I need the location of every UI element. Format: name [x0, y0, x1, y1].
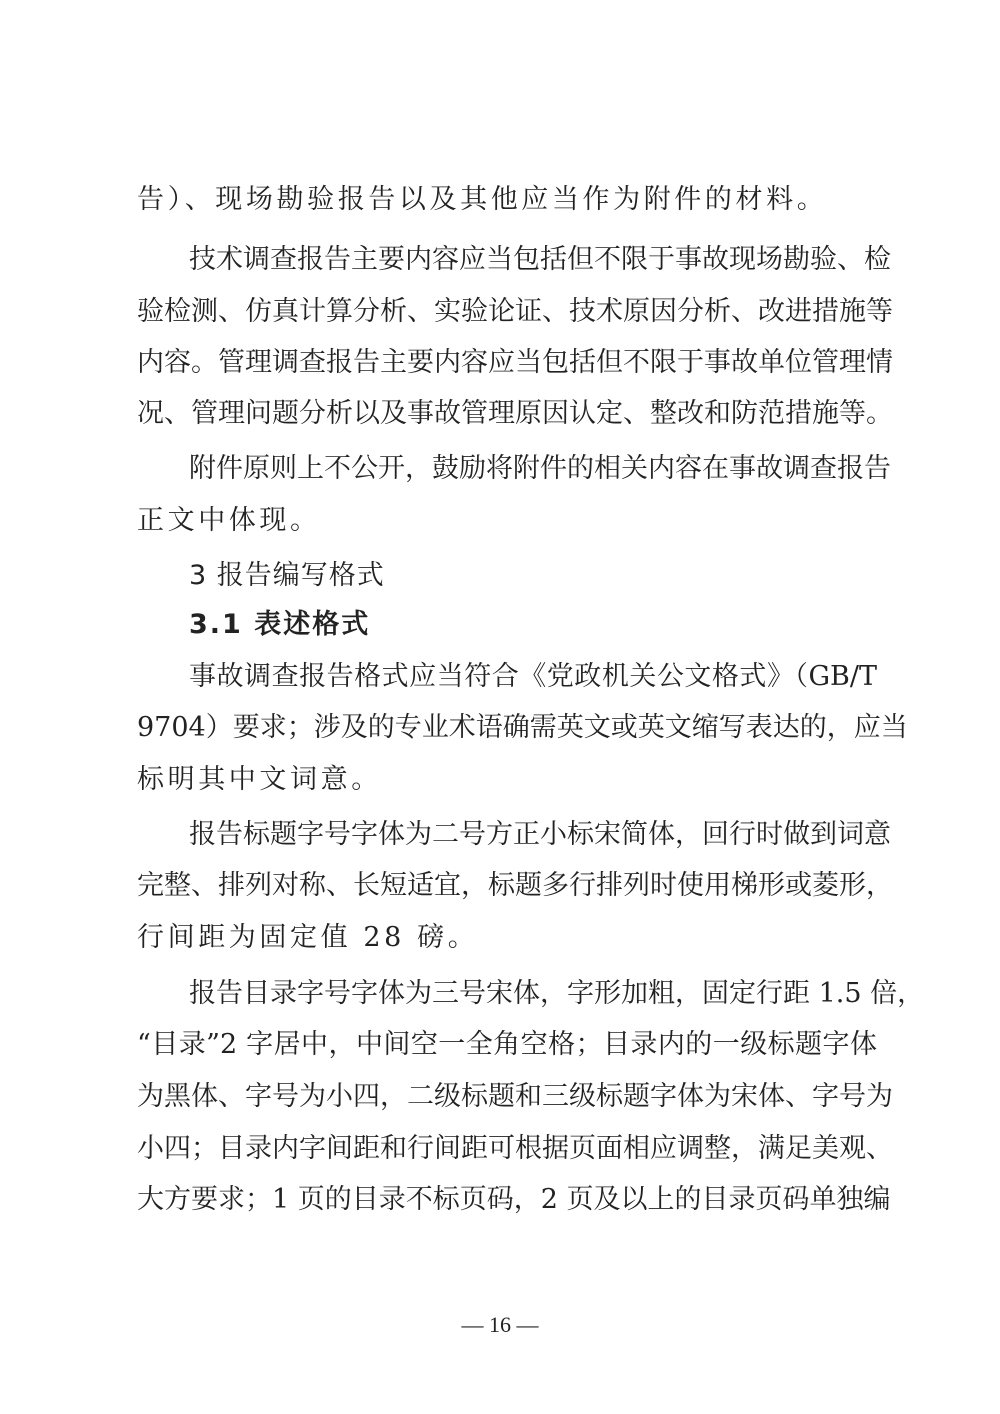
paragraph-line: 完整、排列对称、长短适宜，标题多行排列时使用梯形或菱形， — [137, 870, 893, 901]
paragraph-line: 技术调查报告主要内容应当包括但不限于事故现场勘验、检 — [189, 244, 891, 275]
paragraph-line: 正文中体现。 — [137, 505, 321, 536]
paragraph-line: 事故调查报告格式应当符合《党政机关公文格式》（GB/T — [189, 661, 877, 692]
paragraph-line: 内容。管理调查报告主要内容应当包括但不限于事故单位管理情 — [137, 347, 893, 378]
paragraph-line: 标明其中文词意。 — [137, 764, 382, 795]
page-number: — 16 — — [461, 1312, 539, 1337]
paragraph-line: 告）、现场勘验报告以及其他应当作为附件的材料。 — [137, 184, 828, 215]
paragraph-line: 9704）要求；涉及的专业术语确需英文或英文缩写表达的，应当 — [137, 712, 908, 743]
paragraph-line: 大方要求；1 页的目录不标页码，2 页及以上的目录页码单独编 — [137, 1184, 891, 1215]
paragraph-line: 报告目录字号字体为三号宋体，字形加粗，固定行距 1.5 倍， — [189, 978, 925, 1009]
paragraph-line: 验检测、仿真计算分析、实验论证、技术原因分析、改进措施等 — [137, 296, 893, 327]
paragraph-line: 附件原则上不公开，鼓励将附件的相关内容在事故调查报告 — [189, 453, 891, 484]
paragraph-line: 况、管理问题分析以及事故管理原因认定、整改和防范措施等。 — [137, 398, 893, 429]
subsection-heading: 3.1 表述格式 — [189, 609, 371, 640]
paragraph-line: 为黑体、字号为小四，二级标题和三级标题字体为宋体、字号为 — [137, 1081, 893, 1112]
paragraph-line: 行间距为固定值 28 磅。 — [137, 922, 479, 953]
paragraph-line: 报告标题字号字体为二号方正小标宋简体，回行时做到词意 — [189, 819, 891, 850]
section-heading: 3 报告编写格式 — [189, 560, 385, 591]
paragraph-line: “目录”2 字居中，中间空一全角空格；目录内的一级标题字体 — [137, 1029, 877, 1060]
paragraph-line: 小四；目录内字间距和行间距可根据页面相应调整，满足美观、 — [137, 1133, 893, 1164]
